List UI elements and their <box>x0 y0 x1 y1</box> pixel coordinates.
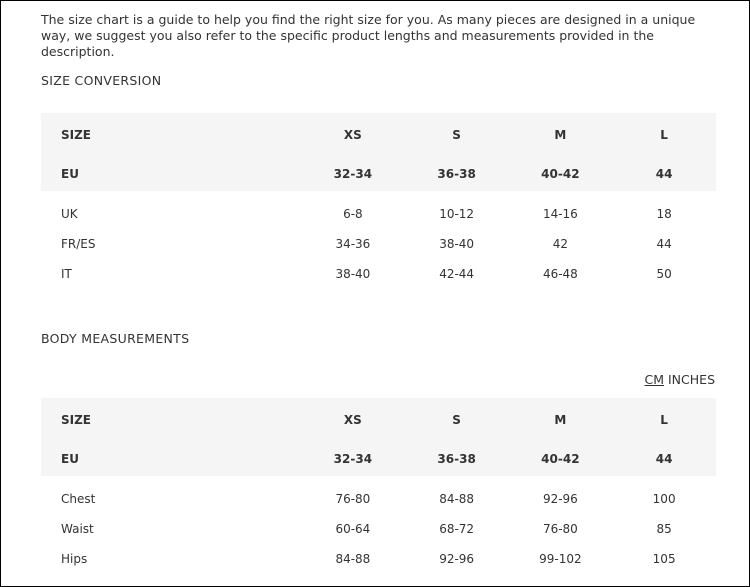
table-spacer <box>41 191 716 199</box>
table-row <box>41 514 716 544</box>
table-cell: 84-88 <box>335 552 371 566</box>
table-cell: EU <box>61 451 79 466</box>
table-cell: FR/ES <box>61 237 96 251</box>
table-cell: L <box>660 127 668 142</box>
table-cell: 34-36 <box>335 237 371 251</box>
table-cell: 32-34 <box>333 166 373 181</box>
table-cell: 92-96 <box>542 492 578 506</box>
table-cell: S <box>452 412 461 427</box>
table-eu-row <box>41 441 716 476</box>
table-eu-row <box>41 156 716 191</box>
table-cell: XS <box>343 127 362 142</box>
table-cell: 46-48 <box>542 267 578 281</box>
table-cell: 32-34 <box>333 451 373 466</box>
table-row <box>41 544 716 574</box>
table-cell: L <box>660 412 668 427</box>
table-cell: 76-80 <box>335 492 371 506</box>
table-cell: IT <box>61 267 72 281</box>
body-measurements-heading: BODY MEASUREMENTS <box>41 331 190 346</box>
table-cell: 99-102 <box>539 552 582 566</box>
size-conversion-heading: SIZE CONVERSION <box>41 73 162 88</box>
table-cell: 10-12 <box>439 207 475 221</box>
table-cell: 36-38 <box>437 166 476 181</box>
table-row <box>41 259 716 289</box>
table-cell: 42 <box>552 237 569 251</box>
table-cell: 40-42 <box>541 166 580 181</box>
table-cell: 85 <box>656 522 672 536</box>
size-guide-intro: The size chart is a guide to help you find the right size for you. As many pieces are designed in a unique way, we suggest you also refer to the specific product lengths and measurements provided in the description. <box>41 12 696 59</box>
size-conversion-table <box>41 113 716 289</box>
table-cell: 105 <box>652 552 676 566</box>
table-cell: 38-40 <box>439 237 475 251</box>
table-header-row <box>41 113 716 156</box>
table-cell: SIZE <box>61 127 92 142</box>
table-header-row <box>41 398 716 441</box>
table-cell: Hips <box>61 552 88 566</box>
unit-inches-button[interactable]: INCHES <box>668 372 715 387</box>
table-cell: 36-38 <box>437 451 476 466</box>
table-cell: UK <box>61 207 78 221</box>
table-row <box>41 199 716 229</box>
table-cell: 60-64 <box>335 522 371 536</box>
table-cell: XS <box>343 412 362 427</box>
table-cell: 38-40 <box>335 267 371 281</box>
table-cell: 100 <box>652 492 676 506</box>
table-cell: 68-72 <box>439 522 475 536</box>
table-cell: S <box>452 127 461 142</box>
table-cell: M <box>554 127 567 142</box>
table-cell: EU <box>61 166 79 181</box>
table-cell: 42-44 <box>439 267 475 281</box>
table-cell: 76-80 <box>542 522 578 536</box>
table-cell: 18 <box>656 207 672 221</box>
table-cell: M <box>554 412 567 427</box>
table-spacer-cell <box>41 191 716 199</box>
table-cell: Chest <box>61 492 96 506</box>
table-cell: 44 <box>655 166 673 181</box>
table-cell: 92-96 <box>439 552 475 566</box>
table-cell: 44 <box>655 451 673 466</box>
table-spacer <box>41 476 716 484</box>
table-cell: 14-16 <box>542 207 578 221</box>
table-cell: 44 <box>656 237 672 251</box>
table-cell: SIZE <box>61 412 92 427</box>
table-cell: 40-42 <box>541 451 580 466</box>
table-row <box>41 484 716 514</box>
table-cell: 50 <box>656 267 672 281</box>
table-cell: 6-8 <box>343 207 363 221</box>
table-cell: 84-88 <box>439 492 475 506</box>
unit-toggle <box>644 372 715 387</box>
table-row <box>41 229 716 259</box>
table-spacer-cell <box>41 476 716 484</box>
body-measurements-table <box>41 398 716 574</box>
table-cell: Waist <box>61 522 94 536</box>
unit-cm-button[interactable]: CM <box>644 372 664 387</box>
